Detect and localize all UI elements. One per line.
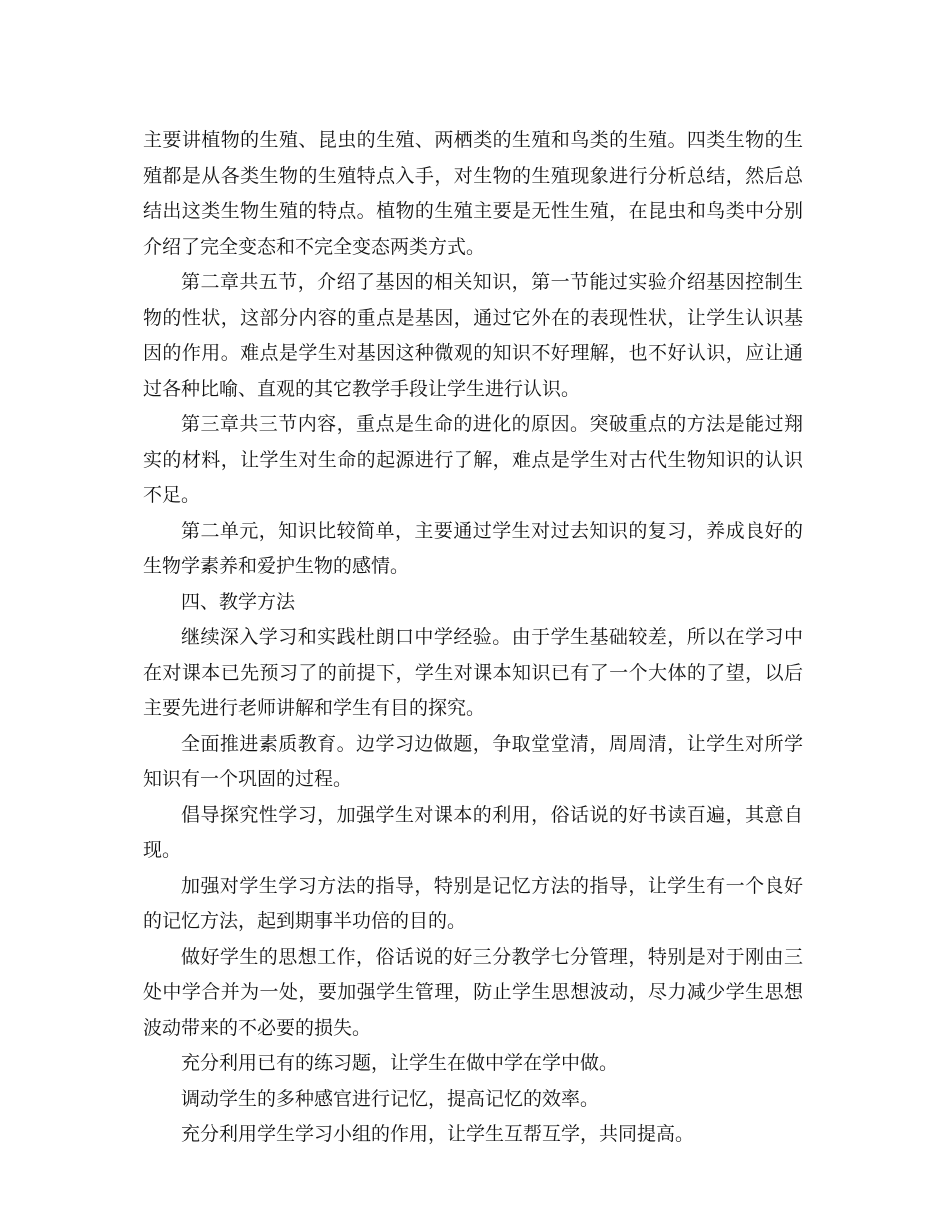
paragraph-chapter-two: 第二章共五节，介绍了基因的相关知识，第一节能过实验介绍基因控制生物的性状，这部分内容的重点是基因，通过它外在的表现性状，让学生认识基因的作用。难点是学生对基因这种微观的知识不好理解，也不好认识，应让通过各种比喻、直观的其它教学手段让学生进行认识。 (143, 271, 803, 400)
document-body (143, 123, 803, 1153)
paragraph-method-3: 倡导探究性学习，加强学生对课本的利用，俗话说的好书读百遍，其意自现。 (143, 803, 803, 861)
paragraph-method-7: 调动学生的多种感官进行记忆，提高记忆的效率。 (181, 1087, 600, 1110)
paragraph-method-2: 全面推进素质教育。边学习边做题，争取堂堂清，周周清，让学生对所学知识有一个巩固的过程。 (143, 732, 803, 790)
paragraph-unit-two: 第二单元，知识比较简单，主要通过学生对过去知识的复习，养成良好的生物学素养和爱护生物的感情。 (143, 519, 803, 577)
paragraph-method-1: 继续深入学习和实践杜朗口中学经验。由于学生基础较差，所以在学习中在对课本已先预习了的前提下，学生对课本知识已有了一个大体的了望，以后主要先进行老师讲解和学生有目的探究。 (143, 626, 803, 719)
paragraph-method-5: 做好学生的思想工作，俗话说的好三分教学七分管理，特别是对于刚由三处中学合并为一处，要加强学生管理，防止学生思想波动，尽力减少学生思想波动带来的不必要的损失。 (143, 945, 803, 1039)
paragraph-method-6: 充分利用已有的练习题，让学生在做中学在学中做。 (181, 1052, 619, 1074)
paragraph-chapter-three: 第三章共三节内容，重点是生命的进化的原因。突破重点的方法是能过翔实的材料，让学生对生命的起源进行了解，难点是学生对古代生物知识的认识不足。 (143, 413, 803, 506)
paragraph-continuation: 主要讲植物的生殖、昆虫的生殖、两栖类的生殖和鸟类的生殖。四类生物的生殖都是从各类生物的生殖特点入手，对生物的生殖现象进行分析总结，然后总结出这类生物生殖的特点。植物的生殖主要是无性生殖，在昆虫和鸟类中分别介绍了完全变态和不完全变态两类方式。 (143, 129, 803, 258)
paragraph-method-4: 加强对学生学习方法的指导，特别是记忆方法的指导，让学生有一个良好的记忆方法，起到期事半功倍的目的。 (143, 874, 803, 932)
section-heading-teaching-methods: 四、教学方法 (181, 590, 296, 613)
paragraph-method-8: 充分利用学生学习小组的作用，让学生互帮互学，共同提高。 (181, 1123, 695, 1145)
